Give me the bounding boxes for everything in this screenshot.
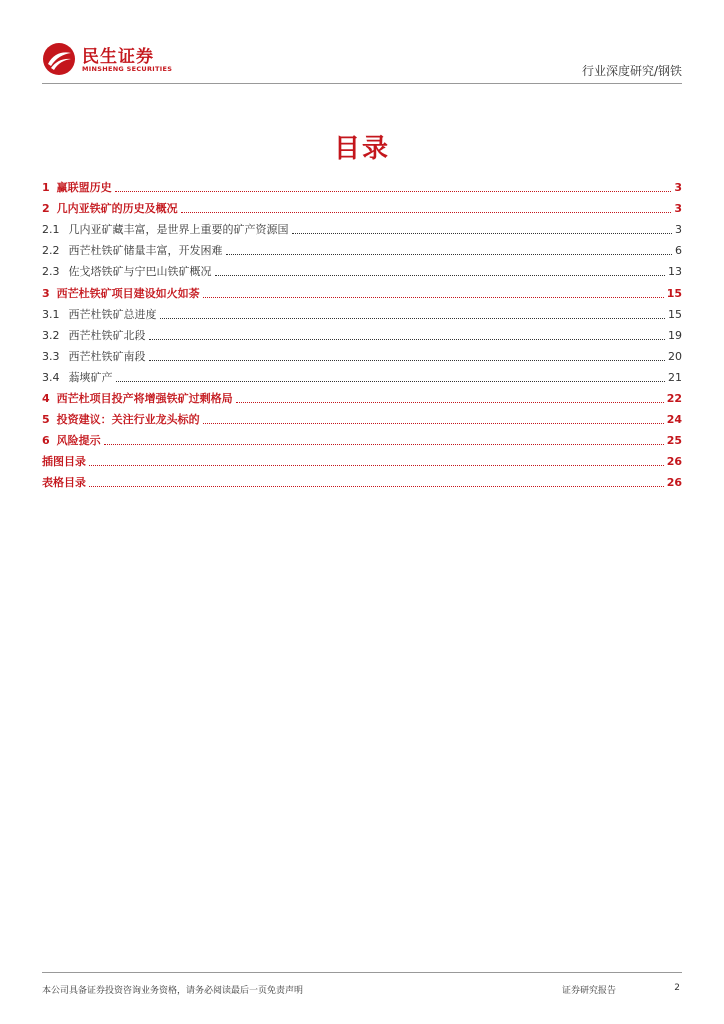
logo-english-name: MINSHENG SECURITIES <box>82 65 173 73</box>
company-logo <box>42 40 182 80</box>
toc-entry[interactable] <box>42 279 682 300</box>
toc-dot-leader <box>89 465 664 466</box>
toc-entry-title: 西芒杜铁矿项目建设如火如荼 <box>56 286 200 300</box>
toc-entry-page: 3 <box>675 223 682 237</box>
toc-entry-page: 21 <box>668 370 682 384</box>
toc-entry-page: 3 <box>674 181 682 195</box>
toc-dot-leader <box>116 381 666 382</box>
table-of-contents <box>42 174 682 490</box>
toc-dot-leader <box>104 444 664 445</box>
toc-entry-number: 2.2 <box>42 244 60 258</box>
toc-dot-leader <box>226 254 673 255</box>
toc-entry-number: 6 <box>42 434 50 448</box>
toc-entry-title: 西芒杜铁矿总进度 <box>68 307 157 321</box>
toc-entry-number: 3.3 <box>42 349 60 363</box>
toc-entry-number: 3.2 <box>42 328 60 342</box>
toc-dot-leader <box>115 191 672 192</box>
toc-entry-title: 投资建议：关注行业龙头标的 <box>56 413 200 427</box>
toc-entry-number: 3.4 <box>42 370 60 384</box>
toc-entry-page: 26 <box>666 476 682 490</box>
toc-entry[interactable] <box>42 343 682 364</box>
page-header <box>42 40 682 84</box>
toc-entry-number: 1 <box>42 181 50 195</box>
toc-entry-title: 西芒杜铁矿储量丰富，开发困难 <box>68 244 223 258</box>
toc-entry-page: 19 <box>668 328 682 342</box>
toc-entry[interactable] <box>42 322 682 343</box>
toc-entry-page: 25 <box>666 434 682 448</box>
toc-entry-title: 几内亚矿藏丰富，是世界上重要的矿产资源国 <box>68 223 289 237</box>
toc-dot-leader <box>292 233 673 234</box>
toc-entry[interactable] <box>42 427 682 448</box>
toc-entry-title: 西芒杜项目投产将增强铁矿过剩格局 <box>56 392 233 406</box>
toc-entry-title: 西芒杜铁矿北段 <box>68 328 146 342</box>
toc-dot-leader <box>89 486 664 487</box>
toc-entry[interactable] <box>42 195 682 216</box>
toc-entry[interactable] <box>42 258 682 279</box>
toc-entry-page: 20 <box>668 349 682 363</box>
toc-entry-page: 22 <box>666 392 682 406</box>
toc-entry-page: 13 <box>668 265 682 279</box>
toc-entry-page: 24 <box>666 413 682 427</box>
toc-dot-leader <box>203 423 664 424</box>
toc-entry-number: 2 <box>42 202 50 216</box>
toc-dot-leader <box>215 275 666 276</box>
report-category: 行业深度研究/钢铁 <box>581 64 682 78</box>
toc-entry[interactable] <box>42 469 682 490</box>
toc-entry-page: 15 <box>666 286 682 300</box>
toc-entry-title: 表格目录 <box>42 476 86 490</box>
toc-entry-number: 2.1 <box>42 223 60 237</box>
toc-entry[interactable] <box>42 448 682 469</box>
toc-entry[interactable] <box>42 216 682 237</box>
toc-dot-leader <box>149 360 666 361</box>
toc-entry-number: 5 <box>42 413 50 427</box>
toc-entry-title: 插图目录 <box>42 455 86 469</box>
toc-entry[interactable] <box>42 301 682 322</box>
toc-dot-leader <box>149 339 666 340</box>
footer-divider <box>42 972 682 973</box>
toc-entry-page: 6 <box>675 244 682 258</box>
toc-entry[interactable] <box>42 237 682 258</box>
minsheng-logo-icon <box>42 42 76 76</box>
toc-entry-number: 3.1 <box>42 307 60 321</box>
toc-entry-page: 15 <box>668 307 682 321</box>
toc-entry-title: 风险提示 <box>56 434 101 448</box>
toc-entry-page: 3 <box>674 202 682 216</box>
toc-dot-leader <box>160 318 666 319</box>
toc-entry-number: 3 <box>42 286 50 300</box>
footer-disclaimer: 本公司具备证券投资咨询业务资格，请务必阅读最后一页免责声明 <box>42 986 304 996</box>
page-number: 2 <box>674 983 680 993</box>
toc-entry-page: 26 <box>666 455 682 469</box>
toc-entry[interactable] <box>42 406 682 427</box>
logo-chinese-name: 民生证券 <box>82 47 154 67</box>
toc-entry-number: 2.3 <box>42 265 60 279</box>
toc-entry-title: 蓊塽矿产 <box>68 370 113 384</box>
toc-entry[interactable] <box>42 364 682 385</box>
toc-entry-title: 西芒杜铁矿南段 <box>68 349 146 363</box>
toc-entry-number: 4 <box>42 392 50 406</box>
footer-doc-type: 证券研究报告 <box>562 986 617 996</box>
toc-entry-title: 佐戈塔铁矿与宁巴山铁矿概况 <box>68 265 212 279</box>
toc-dot-leader <box>236 402 664 403</box>
toc-entry-title: 赢联盟历史 <box>56 181 112 195</box>
toc-entry-title: 几内亚铁矿的历史及概况 <box>56 202 178 216</box>
toc-entry[interactable] <box>42 174 682 195</box>
toc-dot-leader <box>181 212 672 213</box>
toc-dot-leader <box>203 297 664 298</box>
header-divider <box>42 83 682 84</box>
toc-entry[interactable] <box>42 385 682 406</box>
page-title: 目录 <box>333 134 390 164</box>
